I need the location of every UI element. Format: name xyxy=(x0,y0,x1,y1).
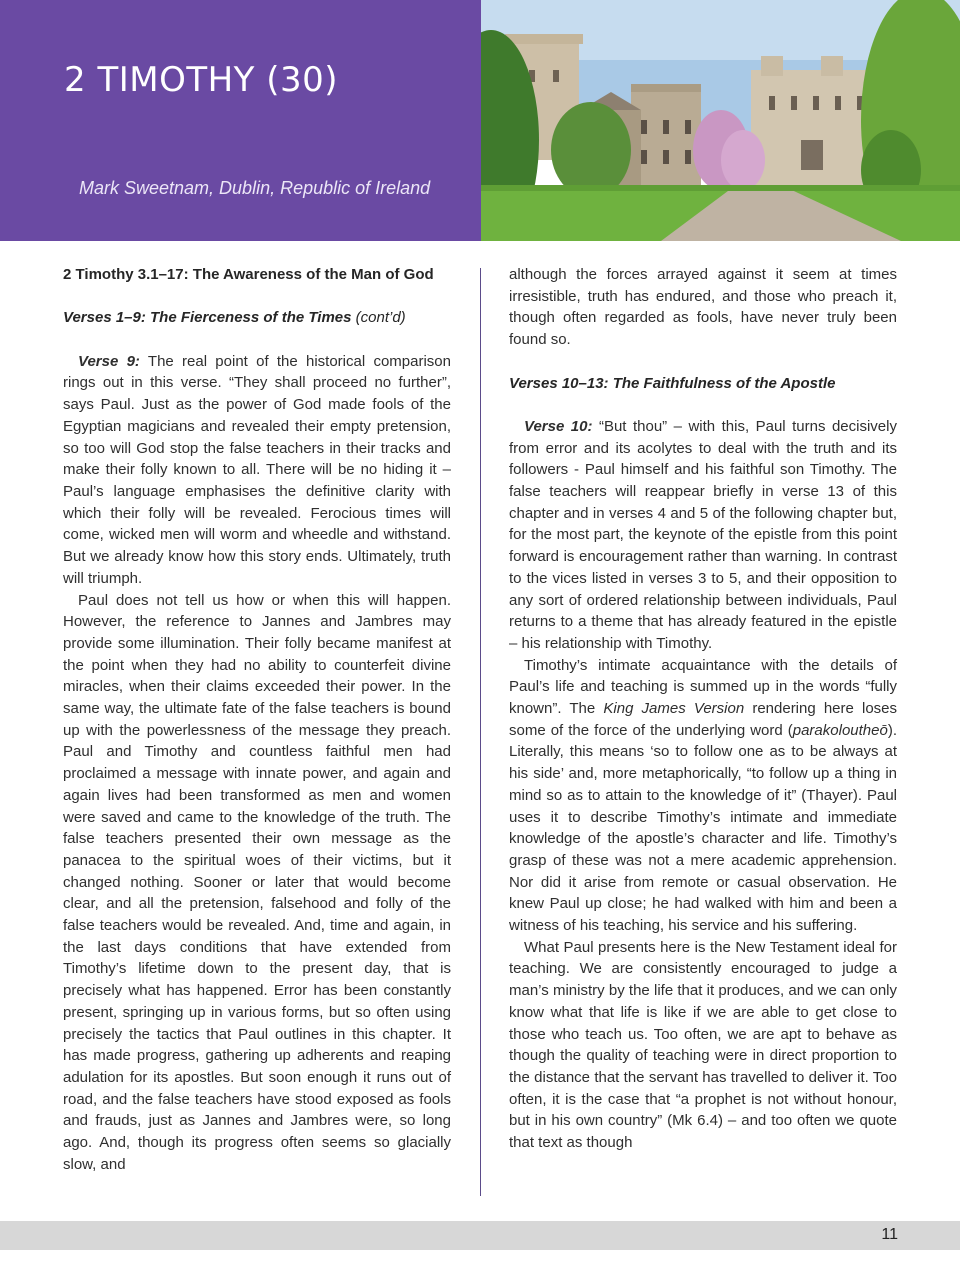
author-byline: Mark Sweetnam, Dublin, Republic of Ireland xyxy=(79,178,431,198)
verse-label: Verse 10: xyxy=(524,417,593,435)
greek-word: parakoloutheō xyxy=(792,721,888,739)
text-run: ). Literally, this means ‘so to follow one as to be always at his side’ and, more metaphorically, “to follow up a thing in mind so as to attain to the knowledge of it” (Thayer). Paul uses it to describe Timothy’s intimate and immediate knowledge of the apostle’s character and life. Timothy’s grasp of these was not a mere academic apprehension. Nor did it arise from remote or casual observation. He knew Paul up close; he had walked with him and been a witness of his teaching, his service and his suffering. xyxy=(509,721,897,935)
left-column xyxy=(63,264,451,1176)
castle-photo xyxy=(481,0,960,241)
paragraph: What Paul presents here is the New Testament ideal for teaching. We are consistently encouraged to judge a man’s ministry by the life that it produces, and we can only know what that life is like if we are able to get close to those who teach us. Too often, we are apt to behave as though the quality of teaching were in direct proportion to the distance that the servant has travelled to deliver it. Too often, it is the case that “a prophet is not without honour, but in his own country” (Mk 6.4) – and too often we quote that text as though xyxy=(509,938,897,1152)
paragraph xyxy=(509,655,897,937)
section-title: Verses 1–9: The Fierceness of the Times xyxy=(63,309,352,327)
paragraph-verse-9 xyxy=(63,351,451,590)
kjv-reference: King James Version xyxy=(603,700,745,718)
paragraph-text: “But thou” – with this, Paul turns decisively from error and its acolytes to deal with the truth and its followers - Paul himself and his faithful son Timothy. The false teachers will reappear briefly in verse 13 of this chapter and in verses 4 and 5 of the following chapter but, for the most part, the keynote of the epistle from this point forward is encouragement rather than warning. In contrast to the vices listed in verses 3 to 5, and their opposition to any sort of ordered relationship between individuals, Paul returns to a theme that has already featured in the epistle – his relationship with Timothy. xyxy=(509,417,897,652)
article-title: 2 TIMOTHY (30) xyxy=(64,60,339,100)
paragraph: Paul does not tell us how or when this will happen. However, the reference to Jannes and Jambres may provide some illumination. Their folly became manifest at the point when they had no ability to counterfeit divine miracles, when their claims exceeded their power. In the same way, the ultimate fate of the false teachers is bound up with the powerlessness of the message they preach. Paul and Timothy and countless faithful men had proclaimed a message with innate power, and again and again lives had been transformed as men and women were saved and came to the knowledge of the truth. The false teachers presented their own message as the panacea to the spiritual woes of their victims, but it changed nothing. Sooner or later that would become clear, and all the pretension, falsehood and folly of the false teachers would be revealed. And, time and again, in the last days conditions that have extended from Timothy’s lifetime down to the present day, that is precisely what has happened. Error has been constantly present, springing up in various forms, but so often using precisely the tactics that Paul outlines in this chapter. It has made progress, gathering up adherents and reaping adulation for its apostles. But soon enough it runs out of road, and the false teachers have stood exposed as fools and frauds, just as Jannes and Jambres were, so long ago. And, though its progress often seems so glacially slow, and xyxy=(63,591,451,1173)
footer-bar xyxy=(0,1221,960,1250)
text-run: rendering here loses some of the force of the underlying word ( xyxy=(509,700,898,739)
page-number: 11 xyxy=(881,1226,898,1243)
verse-label: Verse 9: xyxy=(78,352,140,370)
text-run: Timothy’s intimate acquaintance with the details of Paul’s life and teaching is summed up in the words “fully known”. The xyxy=(509,656,897,718)
section-heading-verses-1-9 xyxy=(63,307,451,329)
section-heading-verses-10-13: Verses 10–13: The Faithfulness of the Apostle xyxy=(509,374,836,392)
paragraph-verse-10 xyxy=(509,416,897,655)
header-band xyxy=(0,0,481,241)
continued-note: (cont’d) xyxy=(355,309,406,327)
paragraph-continued: although the forces arrayed against it seem at times irresistible, truth has endured, and those who preach it, though often regarded as fools, have never truly been found so. xyxy=(509,266,897,349)
passage-heading: 2 Timothy 3.1–17: The Awareness of the Man of God xyxy=(63,266,434,283)
right-column xyxy=(509,264,897,1154)
paragraph-text: The real point of the historical comparison rings out in this verse. “They shall proceed no further”, says Paul. Just as the power of God made fools of the Egyptian magicians and revealed their empty pretension, so too will God stop the false teachers in their tracks and make their folly known to all. There will be no hiding it – Paul’s language emphasises the definitive clarity with which their folly will be revealed. Ferocious times will come, wicked men will worm and wheedle and withstand. But we already know how this story ends. Ultimately, truth will triumph. xyxy=(63,352,451,587)
column-divider xyxy=(480,268,481,1196)
